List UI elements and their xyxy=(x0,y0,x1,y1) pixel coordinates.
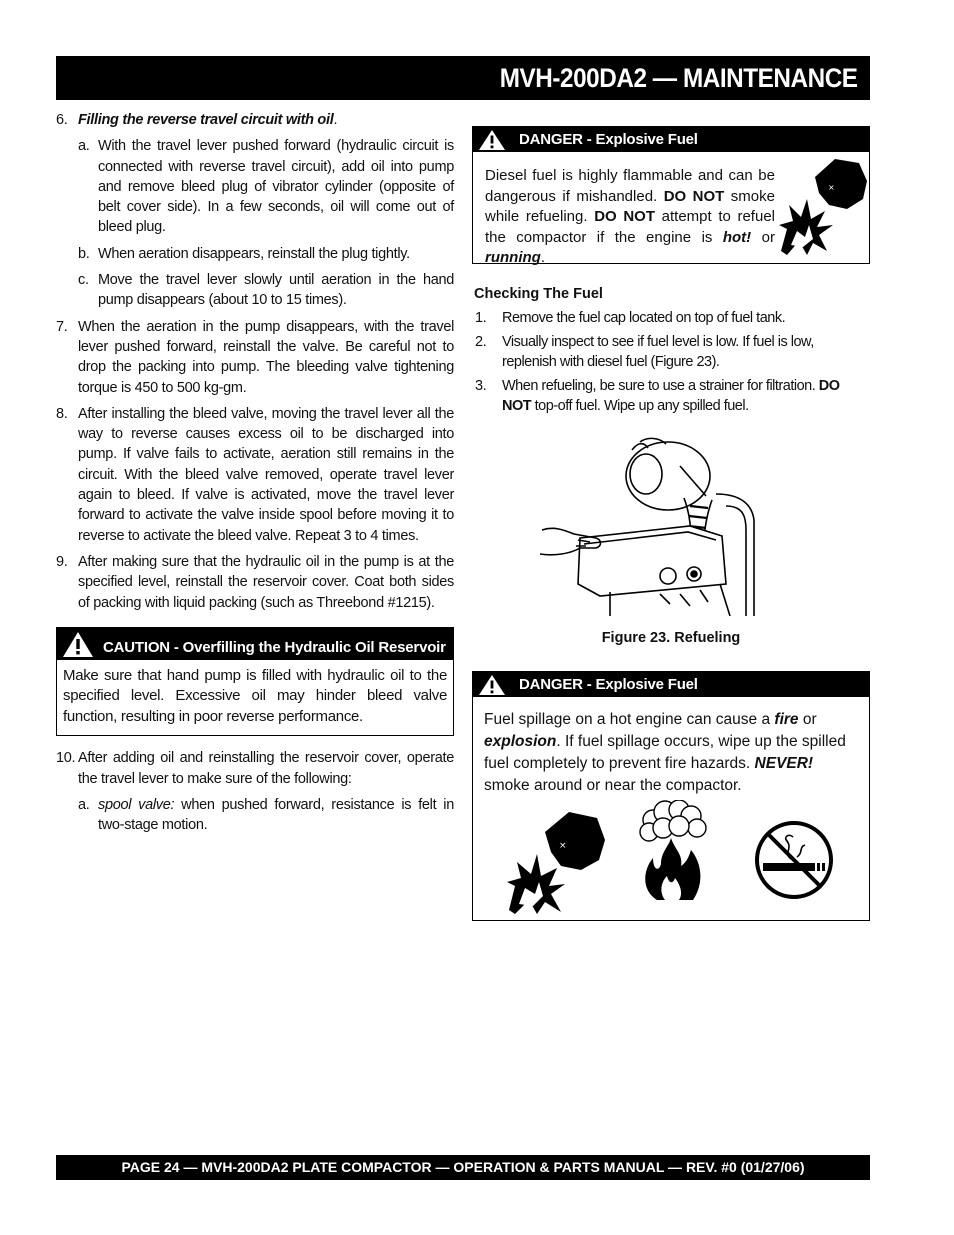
step-10: 10. After adding oil and reinstalling the reservoir cover, operate the travel lever to make sure of the following: xyxy=(56,750,454,787)
step-10a: a. spool valve: when pushed forward, resistance is felt in two-stage motion. xyxy=(78,796,454,834)
danger-title-2: DANGER - Explosive Fuel xyxy=(519,676,698,693)
step-7: 7. When the aeration in the pump disappears, with the travel lever pushed forward, reinstall the valve. Be careful not to drop the packing into pump. The bleeding valve tightening torque is 450 to 500 kg-gm. xyxy=(56,318,454,396)
page-header xyxy=(56,56,870,100)
danger-header-2 xyxy=(473,672,869,697)
explosion-icon xyxy=(777,155,867,262)
checking-item-3: 3. When refueling, be sure to use a strainer for filtration. DO NOT top-off fuel. Wipe up any spilled fuel. xyxy=(475,378,840,414)
danger-box-1 xyxy=(472,126,870,264)
danger-text-2: Fuel spillage on a hot engine can cause a fire or explosion. If fuel spillage occurs, wipe up the spilled fuel completely to prevent fire hazards. NEVER! smoke around or near the compactor. xyxy=(484,711,846,794)
checking-fuel-heading: Checking The Fuel xyxy=(474,286,603,302)
fire-icon xyxy=(635,800,715,909)
danger-text-1: Diesel fuel is highly flammable and can be dangerous if mishandled. DO NOT smoke while refueling. DO NOT attempt to refuel the compactor if the engine is hot! or running. xyxy=(485,167,775,266)
left-column xyxy=(56,110,454,842)
refueling-figure xyxy=(540,434,780,616)
caution-title: CAUTION - Overfilling the Hydraulic Oil Reservoir xyxy=(103,638,446,656)
right-column xyxy=(472,126,870,921)
step-6b: b. When aeration disappears, reinstall the plug tightly. xyxy=(78,245,410,262)
danger-header-1 xyxy=(473,127,869,152)
svg-text:×: × xyxy=(559,841,567,851)
explosion-icon xyxy=(505,810,605,921)
checking-item-1: 1. Remove the fuel cap located on top of fuel tank. xyxy=(475,310,786,326)
danger-title-1: DANGER - Explosive Fuel xyxy=(519,131,698,148)
step-8: 8. After installing the bleed valve, moving the travel lever all the way to reverse causes excess oil to be discharged into pump. If valve fails to activate, aeration still remains in the circuit. With the bleed valve removed, operate travel lever again to bleed. If valve is activated, move the travel lever forward to activate the valve inside spool before moving it to reverse to activate the bleed valve. Repeat 3 to 4 times. xyxy=(56,405,454,544)
no-smoking-icon xyxy=(753,819,835,906)
caution-text: Make sure that hand pump is filled with hydraulic oil to the specified level. Excessive oil may hinder bleed valve function, resulting in poor reverse performance. xyxy=(63,666,447,725)
caution-header xyxy=(57,628,453,660)
page-footer: PAGE 24 — MVH-200DA2 PLATE COMPACTOR — OPERATION & PARTS MANUAL — REV. #0 (01/27/06) xyxy=(56,1155,870,1180)
step-6a: a. With the travel lever pushed forward (hydraulic circuit is connected with reverse travel circuit), add oil into pump and remove bleed plug of vibrator cylinder (opposite of belt cover side). In a few seconds, oil will come out of bleed plug. xyxy=(78,138,454,236)
figure-caption: Figure 23. Refueling xyxy=(601,630,741,646)
svg-text:×: × xyxy=(828,183,835,192)
warning-triangle-icon xyxy=(61,630,95,660)
step-6c: c. Move the travel lever slowly until aeration in the hand pump disappears (about 10 to 15 times). xyxy=(78,272,454,309)
caution-box xyxy=(56,627,454,737)
step-6: 6. Filling the reverse travel circuit with oil. xyxy=(56,112,338,128)
danger-box-2 xyxy=(472,671,870,921)
step-9: 9. After making sure that the hydraulic oil in the pump is at the specified level, reinstall the reservoir cover. Coat both sides of packing with liquid packing (such as Threebond #1215). xyxy=(56,553,454,611)
checking-item-2: 2. Visually inspect to see if fuel level is low. If fuel is low, replenish with diesel fuel (Figure 23). xyxy=(475,334,814,370)
warning-triangle-icon xyxy=(477,674,507,700)
step-6-title: Filling the reverse travel circuit with oil xyxy=(78,112,334,128)
warning-triangle-icon xyxy=(477,129,507,155)
page-title: MVH-200DA2 — MAINTENANCE xyxy=(500,63,858,93)
